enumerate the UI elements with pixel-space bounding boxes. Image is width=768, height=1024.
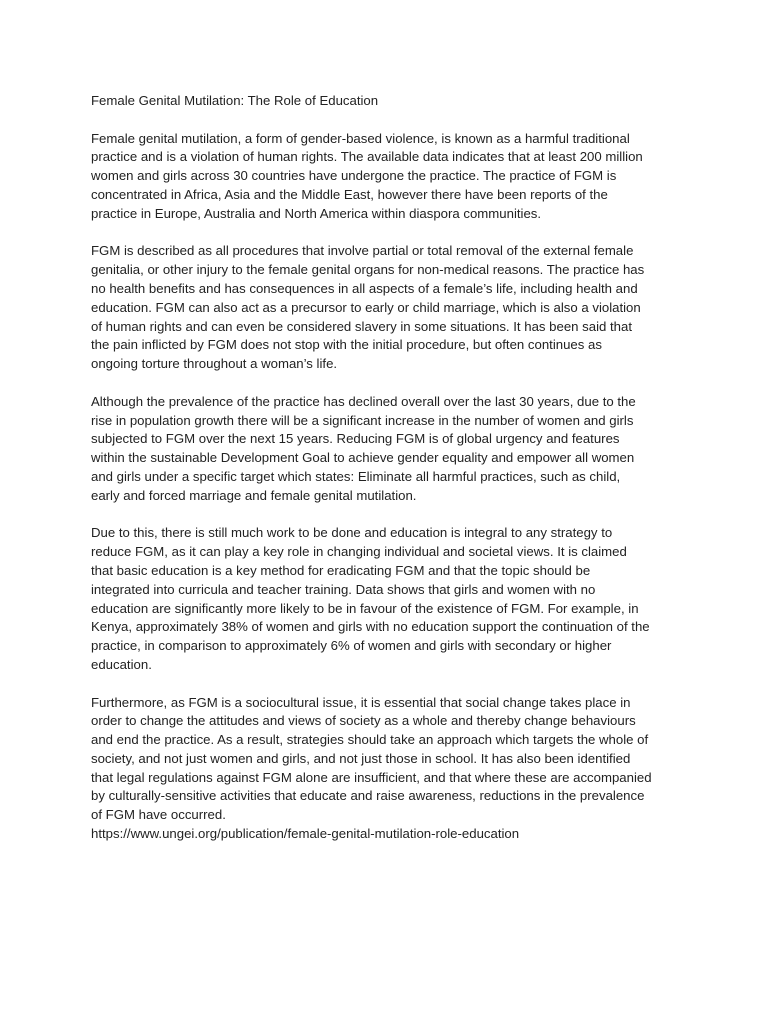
- paragraph-education: [91, 524, 691, 674]
- text-line: and end the practice. As a result, strategies should take an approach which targets the whole of: [91, 732, 649, 748]
- text-line: practice, in comparison to approximately 6% of women and girls with secondary or higher: [91, 638, 612, 654]
- text-line: within the sustainable Development Goal to achieve gender equality and empower all women: [91, 450, 635, 466]
- text-line: that basic education is a key method for eradicating FGM and that the topic should be: [91, 562, 591, 578]
- source-url: https://www.ungei.org/publication/female-genital-mutilation-role-education: [91, 826, 520, 842]
- text-line: of human rights and can even be considered slavery in some situations. It has been said that: [91, 318, 633, 334]
- text-line: reduce FGM, as it can play a key role in changing individual and societal views. It is claimed: [91, 544, 627, 560]
- text-line: that legal regulations against FGM alone are insufficient, and that where these are accompanied: [91, 769, 652, 785]
- text-line: order to change the attitudes and views of society as a whole and thereby change behaviours: [91, 713, 636, 729]
- text-line: education.: [91, 656, 152, 672]
- text-line: practice in Europe, Australia and North America within diaspora communities.: [91, 205, 542, 221]
- text-line: Kenya, approximately 38% of women and girls with no education support the continuation of the: [91, 619, 650, 635]
- text-line: genitalia, or other injury to the female genital organs for non-medical reasons. The practice has: [91, 262, 645, 278]
- text-line: ongoing torture throughout a woman’s life.: [91, 356, 338, 372]
- text-line: women and girls across 30 countries have undergone the practice. The practice of FGM is: [91, 168, 617, 184]
- text-line: education are significantly more likely to be in favour of the existence of FGM. For example, in: [91, 600, 639, 616]
- paragraph-definition: [91, 242, 691, 374]
- document-title: Female Genital Mutilation: The Role of Education: [91, 93, 379, 108]
- text-line: subjected to FGM over the next 15 years. Reducing FGM is of global urgency and features: [91, 431, 620, 447]
- text-line: education. FGM can also act as a precursor to early or child marriage, which is also a violation: [91, 299, 641, 315]
- paragraph-intro: [91, 130, 691, 224]
- text-line: rise in population growth there will be a significant increase in the number of women and girls: [91, 412, 634, 428]
- text-line: practice and is a violation of human rights. The available data indicates that at least 200 million: [91, 149, 643, 165]
- text-line: Although the prevalence of the practice has declined overall over the last 30 years, due to the: [91, 393, 636, 409]
- text-line: the pain inflicted by FGM does not stop with the initial procedure, but often continues as: [91, 337, 602, 353]
- document-body: [91, 92, 691, 844]
- text-line: early and forced marriage and female genital mutilation.: [91, 487, 417, 503]
- text-line: Due to this, there is still much work to be done and education is integral to any strategy to: [91, 525, 613, 541]
- text-line: concentrated in Africa, Asia and the Middle East, however there have been reports of the: [91, 186, 608, 202]
- text-line: integrated into curricula and teacher training. Data shows that girls and women with no: [91, 581, 596, 597]
- text-line: of FGM have occurred.: [91, 807, 226, 823]
- text-line: and girls under a specific target which states: Eliminate all harmful practices, such as child,: [91, 468, 621, 484]
- text-line: FGM is described as all procedures that involve partial or total removal of the external female: [91, 243, 634, 259]
- paragraph-prevalence: [91, 393, 691, 506]
- text-line: Female genital mutilation, a form of gender-based violence, is known as a harmful traditional: [91, 130, 630, 146]
- text-line: by culturally-sensitive activities that educate and raise awareness, reductions in the prevalence: [91, 788, 645, 804]
- text-line: Furthermore, as FGM is a sociocultural issue, it is essential that social change takes place in: [91, 694, 631, 710]
- paragraph-social-change: [91, 694, 691, 844]
- text-line: society, and not just women and girls, and not just those in school. It has also been identified: [91, 750, 631, 766]
- text-line: no health benefits and has consequences in all aspects of a female’s life, including health and: [91, 280, 638, 296]
